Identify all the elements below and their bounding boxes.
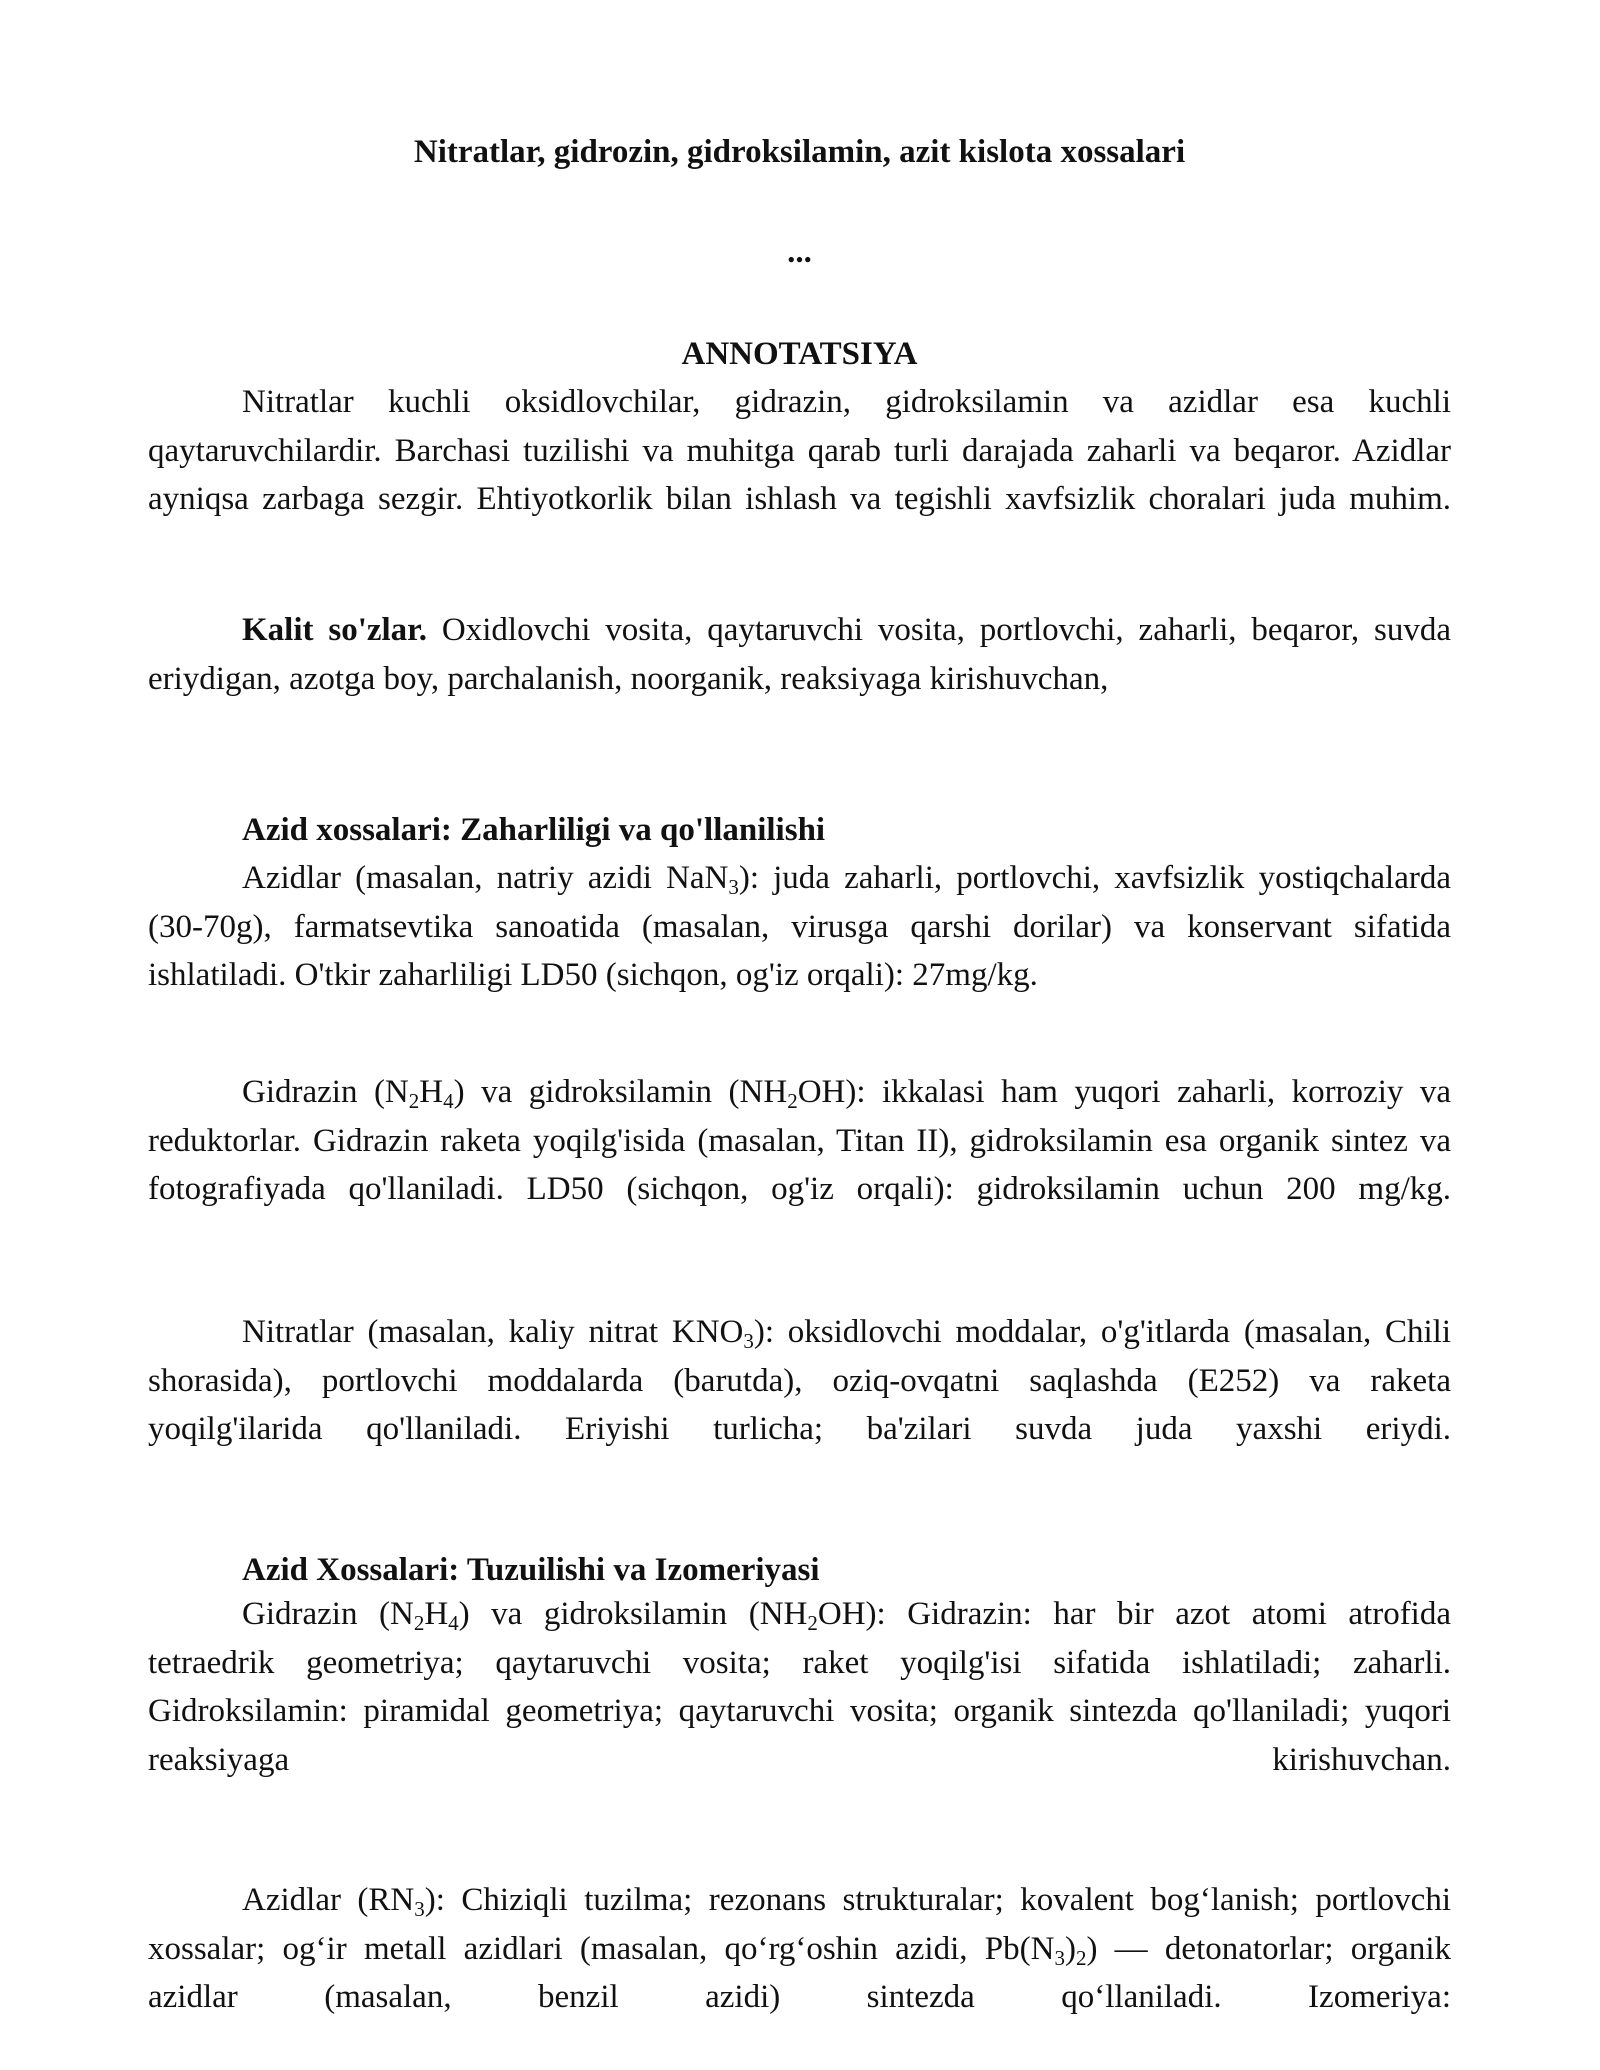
text-segment: ): juda zaharli, portlovchi, xavfsizlik yostiqchalarda (30-70g), farmatsevtika sanoatida (masalan, virusga qarshi dorilar) va konservant sifatida ishlatiladi. O'tkir zaharliligi LD50 (sichqon, og'iz orqali): 27mg/kg.: [148, 860, 1452, 993]
section1-paragraph-hydrazine: [148, 1068, 1451, 1214]
document-title: Nitratlar, gidrozin, gidroksilamin, azit kislota xossalari: [413, 134, 1186, 170]
text-segment: ) va gidroksilamin (NH: [453, 1074, 788, 1110]
subscript: 3: [743, 1329, 754, 1353]
text-segment: H: [419, 1074, 444, 1110]
section1-heading: Azid xossalari: Zaharliligi va qo'llanilishi: [242, 812, 826, 848]
text-segment: Azidlar (masalan, natriy azidi NaN: [242, 860, 729, 896]
subscript: 3: [728, 875, 739, 899]
text-segment: ) — detonatorlar; organik azidlar (masalan, benzil azidi) sintezda qo‘llaniladi. Izomeriya:: [148, 1930, 1451, 2015]
text-segment: Gidrazin (N: [242, 1074, 409, 1110]
text-segment: ): oksidlovchi moddalar, o'g'itlarda (masalan, Chili shorasida), portlovchi moddalarda (barutda), oziq-ovqatni saqlashda (E252) va raketa yoqilg'ilarida qo'llaniladi. Eriyishi turlicha; ba'zilari suvda juda yaxshi eriydi.: [148, 1314, 1451, 1447]
section2-heading: Azid Xossalari: Tuzuilishi va Izomeriyasi: [242, 1552, 820, 1588]
text-segment: ) va gidroksilamin (NH: [458, 1596, 808, 1632]
section1-paragraph-nitrates: [148, 1308, 1451, 1454]
subscript: 2: [413, 1611, 425, 1635]
subscript: 3: [1054, 1945, 1065, 1970]
subscript: 2: [807, 1611, 818, 1635]
text-segment: Azidlar (RN: [242, 1882, 415, 1918]
text-segment: Nitratlar (masalan, kaliy nitrat KNO: [242, 1314, 744, 1350]
section1-paragraph-azides: [148, 854, 1451, 1000]
title-ellipsis: ...: [787, 234, 812, 270]
keywords-text: Oxidlovchi vosita, qaytaruvchi vosita, portlovchi, zaharli, beqaror, suvda eriydigan, azotga boy, parchalanish, noorganik, reaksiyaga kirishuvchan,: [148, 612, 1451, 697]
subscript: 2: [787, 1089, 798, 1113]
text-segment: OH): ikkalasi ham yuqori zaharli, korroziy va reduktorlar. Gidrazin raketa yoqilg'isida (masalan, Titan II), gidroksilamin esa organik sintez va fotografiyada qo'llaniladi. LD50 (sichqon, og'iz orqali): gidroksilamin uchun 200 mg/kg.: [148, 1074, 1451, 1207]
text-segment: ): [1064, 1930, 1076, 1967]
subscript: 2: [408, 1089, 420, 1113]
keywords-label: Kalit so'zlar.: [242, 612, 428, 648]
section2-paragraph-structure: [148, 1590, 1451, 1784]
text-segment: Gidrazin (N: [242, 1596, 414, 1632]
text-segment: OH): Gidrazin: har bir azot atomi atrofida tetraedrik geometriya; qaytaruvchi vosita; raket yoqilg'isi sifatida ishlatiladi; zaharli. Gidroksilamin: piramidal geometriya; qaytaruvchi vosita; organik sintezda qo'llaniladi; yuqori reaksiyaga kirishuvchan.: [148, 1596, 1451, 1778]
annotation-heading: ANNOTATSIYA: [681, 336, 918, 372]
section2-paragraph-azide-isomerism: [148, 1876, 1451, 2022]
subscript: 4: [443, 1089, 454, 1113]
subscript: 3: [414, 1897, 425, 1921]
subscript: 2: [1075, 1945, 1087, 1970]
keywords-paragraph: [148, 606, 1451, 703]
subscript: 4: [448, 1611, 459, 1635]
text-segment: ): Chiziqli tuzilma; rezonans strukturalar; kovalent bog‘lanish; portlovchi xossalar; og‘ir metall azidlari (masalan, qo‘rg‘oshin azidi, Pb(N: [148, 1882, 1451, 1967]
annotation-paragraph: Nitratlar kuchli oksidlovchilar, gidrazin, gidroksilamin va azidlar esa kuchli qaytaruvchilardir. Barchasi tuzilishi va muhitga qarab turli darajada zaharli va beqaror. Azidlar ayniqsa zarbaga sezgir. Ehtiyotkorlik bilan ishlash va tegishli xavfsizlik choralari juda muhim.: [148, 384, 1451, 517]
text-segment: H: [424, 1596, 449, 1632]
